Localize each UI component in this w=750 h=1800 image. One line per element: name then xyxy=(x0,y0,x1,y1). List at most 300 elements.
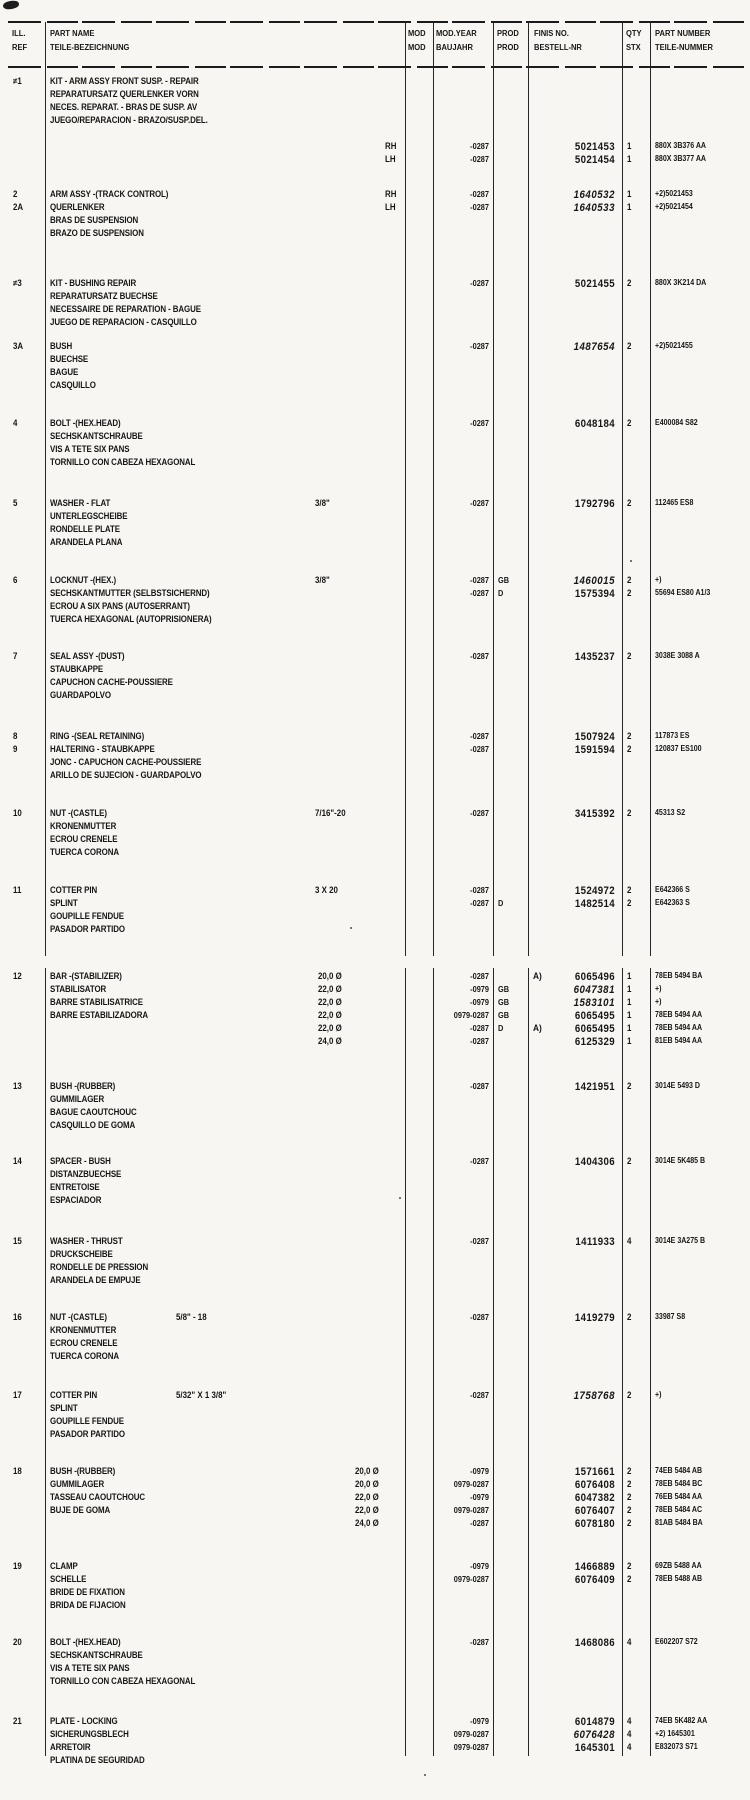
cell-part-name: BAGUE CAOUTCHOUC xyxy=(50,1107,137,1117)
cell-part-name: CASQUILLO xyxy=(50,380,96,390)
cell-part-name: ENTRETOISE xyxy=(50,1182,100,1192)
cell-mod-year: -0287 xyxy=(470,1081,489,1091)
table-row-line xyxy=(0,418,750,431)
cell-finis-no: 6076428 xyxy=(573,1729,615,1741)
cell-ill-ref: 9 xyxy=(13,744,18,754)
table-row-line xyxy=(0,690,750,703)
col-header-line: BESTELL-NR xyxy=(534,41,582,52)
cell-ill-ref: 5 xyxy=(13,498,18,508)
cell-ill-ref: 21 xyxy=(13,1716,22,1726)
cell-finis-no: 6047382 xyxy=(574,1492,615,1504)
table-row-line xyxy=(0,984,750,997)
table-row-line xyxy=(0,457,750,470)
cell-part-number: E602207 S72 xyxy=(655,1637,698,1646)
table-row-line xyxy=(0,537,750,550)
cell-part-name: PASADOR PARTIDO xyxy=(50,1429,125,1439)
cell-prod-code: GB xyxy=(498,997,510,1007)
cell-part-name: SECHSKANTMUTTER (SELBSTSICHERND) xyxy=(50,588,210,598)
cell-part-number: 78EB 5488 AB xyxy=(655,1574,703,1583)
cell-mod-year: -0287 xyxy=(470,1312,489,1322)
table-row-line xyxy=(0,1081,750,1094)
table-row-line xyxy=(0,1195,750,1208)
table-row-line xyxy=(0,1505,750,1518)
cell-part-name: CAPUCHON CACHE-POUSSIERE xyxy=(50,677,173,687)
cell-qty: 2 xyxy=(627,341,632,351)
cell-qty: 1 xyxy=(627,189,632,199)
cell-part-name: NUT -(CASTLE) xyxy=(50,1312,107,1322)
table-row-line xyxy=(0,1676,750,1689)
cell-part-name: SICHERUNGSBLECH xyxy=(50,1729,129,1739)
cell-mod-year: -0287 xyxy=(470,498,489,508)
cell-qty: 2 xyxy=(627,1492,632,1502)
cell-finis-no: 6076408 xyxy=(574,1479,615,1491)
cell-qty: 2 xyxy=(627,1505,632,1515)
cell-mod-year: -0287 xyxy=(470,1236,489,1246)
cell-part-name: TUERCA HEXAGONAL (AUTOPRISIONERA) xyxy=(50,614,212,624)
cell-part-number: E832073 S71 xyxy=(655,1742,698,1751)
cell-finis-no: 1792796 xyxy=(574,498,615,510)
table-row-line xyxy=(0,1403,750,1416)
cell-ill-ref: 15 xyxy=(13,1236,22,1246)
table-row-line xyxy=(0,575,750,588)
cell-qty: 4 xyxy=(627,1716,632,1726)
cell-part-number: 120837 ES100 xyxy=(655,744,702,753)
table-row-line xyxy=(0,498,750,511)
cell-part-name: BUJE DE GOMA xyxy=(50,1505,111,1515)
table-row-line xyxy=(0,317,750,330)
cell-mod-year: -0979 xyxy=(470,984,489,994)
cell-finis-no: 1419279 xyxy=(574,1312,615,1324)
cell-mod-year: -0287 xyxy=(470,189,489,199)
cell-size-spec: 22,0 Ø xyxy=(318,1023,342,1033)
table-row-line xyxy=(0,1312,750,1325)
cell-finis-no: 1645301 xyxy=(574,1742,615,1754)
cell-mod-year: -0287 xyxy=(470,1390,489,1400)
cell-part-name: TORNILLO CON CABEZA HEXAGONAL xyxy=(50,457,196,467)
cell-part-number: +) xyxy=(655,984,662,993)
table-row-line xyxy=(0,744,750,757)
cell-part-name: STABILISATOR xyxy=(50,984,107,994)
table-row-line xyxy=(0,1156,750,1169)
cell-part-number: 55694 ES80 A1/3 xyxy=(655,588,711,597)
cell-part-number: +2) 1645301 xyxy=(655,1729,695,1738)
cell-qty: 2 xyxy=(627,744,632,754)
cell-mod-year: 0979-0287 xyxy=(453,1574,489,1584)
cell-size-spec: 24,0 Ø xyxy=(355,1518,379,1528)
table-row-line xyxy=(0,1416,750,1429)
cell-part-number: 3014E 5493 D xyxy=(655,1081,701,1090)
table-row-line xyxy=(0,588,750,601)
table-row-line xyxy=(0,1518,750,1531)
col-header-line: BAUJAHR xyxy=(436,41,473,52)
table-row-line xyxy=(0,341,750,354)
cell-part-name: REPARATURSATZ QUERLENKER VORN xyxy=(50,89,199,99)
cell-part-number: +2)5021455 xyxy=(655,341,693,350)
cell-mod-year: -0979 xyxy=(470,1466,489,1476)
table-row-line xyxy=(0,1600,750,1613)
table-row-line xyxy=(0,1169,750,1182)
cell-finis-no: 6076409 xyxy=(574,1574,615,1586)
table-row-line xyxy=(0,924,750,937)
cell-part-number: +2)5021454 xyxy=(655,202,693,211)
cell-finis-no: 1524972 xyxy=(574,885,615,897)
cell-size-spec: 22,0 Ø xyxy=(318,984,342,994)
table-row-line xyxy=(0,1010,750,1023)
cell-part-name: ECROU CRENELE xyxy=(50,834,118,844)
cell-qty: 2 xyxy=(627,1312,632,1322)
cell-qty: 1 xyxy=(627,1023,632,1033)
table-row-line xyxy=(0,1390,750,1403)
col-header-line: PROD xyxy=(497,41,519,52)
cell-part-name: DRUCKSCHEIBE xyxy=(50,1249,113,1259)
cell-part-name: COTTER PIN xyxy=(50,885,98,895)
cell-finis-prefix: A) xyxy=(533,1023,542,1034)
cell-part-number: 81AB 5484 BA xyxy=(655,1518,703,1527)
cell-ill-ref: 18 xyxy=(13,1466,22,1476)
cell-mod-year: -0287 xyxy=(470,202,489,212)
cell-finis-no: 1487654 xyxy=(573,341,615,353)
col-header-line: MOD.YEAR xyxy=(436,28,477,38)
cell-part-name: BRIDE DE FIXATION xyxy=(50,1587,125,1597)
cell-qty: 2 xyxy=(627,575,632,585)
cell-part-number: 880X 3B377 AA xyxy=(655,154,707,163)
cell-finis-no: 1640532 xyxy=(573,189,615,201)
cell-part-name: KRONENMUTTER xyxy=(50,821,117,831)
col-header-line: STX xyxy=(626,41,641,52)
cell-part-name: ARM ASSY -(TRACK CONTROL) xyxy=(50,189,169,199)
table-row-line xyxy=(0,278,750,291)
table-row-line xyxy=(0,1036,750,1049)
table-row-line xyxy=(0,770,750,783)
cell-part-name: BUECHSE xyxy=(50,354,89,364)
table-row-line xyxy=(0,1236,750,1249)
cell-mod-year: 0979-0287 xyxy=(453,1505,489,1515)
scan-dot xyxy=(630,560,632,562)
cell-part-number: +) xyxy=(655,1390,662,1399)
cell-qty: 1 xyxy=(627,141,632,151)
cell-finis-no: 6078180 xyxy=(574,1518,615,1530)
cell-part-name: ARILLO DE SUJECION - GUARDAPOLVO xyxy=(50,770,202,780)
table-row-line xyxy=(0,215,750,228)
table-row-line xyxy=(0,1275,750,1288)
cell-qty: 2 xyxy=(627,1479,632,1489)
cell-part-name: GOUPILLE FENDUE xyxy=(50,911,124,921)
cell-part-number: E642363 S xyxy=(655,898,690,907)
cell-qty: 2 xyxy=(627,278,632,288)
cell-part-name: JONC - CAPUCHON CACHE-POUSSIERE xyxy=(50,757,202,767)
cell-part-number: 117873 ES xyxy=(655,731,690,740)
col-header-line: ILL. xyxy=(12,28,26,38)
cell-part-number: 81EB 5494 AA xyxy=(655,1036,703,1045)
table-row-line xyxy=(0,1587,750,1600)
header-rule-bottom xyxy=(8,66,745,68)
table-row-line xyxy=(0,1325,750,1338)
scan-smudge xyxy=(2,0,19,10)
cell-part-number: 112465 ES8 xyxy=(655,498,694,507)
cell-mod-year: -0287 xyxy=(470,1023,489,1033)
cell-qty: 1 xyxy=(627,202,632,212)
cell-ill-ref: 2 xyxy=(13,189,18,199)
cell-size-spec: 22,0 Ø xyxy=(355,1505,379,1515)
cell-qty: 2 xyxy=(627,1081,632,1091)
table-row-line xyxy=(0,1729,750,1742)
cell-ill-ref: 8 xyxy=(13,731,18,741)
cell-part-name: SECHSKANTSCHRAUBE xyxy=(50,431,143,441)
table-row-line xyxy=(0,664,750,677)
cell-part-name: KIT - BUSHING REPAIR xyxy=(50,278,137,288)
cell-qty: 1 xyxy=(627,1036,632,1046)
cell-finis-no: 6065496 xyxy=(574,971,615,983)
cell-part-name: SECHSKANTSCHRAUBE xyxy=(50,1650,143,1660)
cell-part-name: ECROU CRENELE xyxy=(50,1338,118,1348)
cell-part-name: PASADOR PARTIDO xyxy=(50,924,125,934)
cell-qty: 1 xyxy=(627,997,632,1007)
cell-part-name: VIS A TETE SIX PANS xyxy=(50,444,130,454)
cell-mod-year: -0287 xyxy=(470,744,489,754)
cell-size-spec: LH xyxy=(385,154,396,164)
cell-part-name: UNTERLEGSCHEIBE xyxy=(50,511,128,521)
cell-part-name: DISTANZBUECHSE xyxy=(50,1169,122,1179)
table-row-line xyxy=(0,89,750,102)
cell-part-number: 78EB 5484 BC xyxy=(655,1479,703,1488)
cell-part-name: HALTERING - STAUBKAPPE xyxy=(50,744,155,754)
cell-qty: 2 xyxy=(627,588,632,598)
cell-part-name: ARANDELA DE EMPUJE xyxy=(50,1275,141,1285)
table-row-line xyxy=(0,141,750,154)
cell-part-name: BRAZO DE SUSPENSION xyxy=(50,228,144,238)
table-row-line xyxy=(0,431,750,444)
cell-mod-year: -0287 xyxy=(470,808,489,818)
table-row-line xyxy=(0,834,750,847)
col-header-line: MOD xyxy=(408,41,426,52)
col-header-prod xyxy=(497,27,522,54)
cell-part-name: NECES. REPARAT. - BRAS DE SUSP. AV xyxy=(50,102,198,112)
cell-part-name: BOLT -(HEX.HEAD) xyxy=(50,1637,121,1647)
cell-part-name: VIS A TETE SIX PANS xyxy=(50,1663,130,1673)
cell-part-name: STAUBKAPPE xyxy=(50,664,104,674)
cell-qty: 2 xyxy=(627,651,632,661)
cell-mod-year: -0287 xyxy=(470,141,489,151)
table-row-line xyxy=(0,847,750,860)
table-row-line xyxy=(0,1742,750,1755)
cell-finis-no: 3415392 xyxy=(574,808,615,820)
col-header-part-number xyxy=(655,27,721,54)
header-rule-top xyxy=(8,21,745,23)
cell-part-number: 78EB 5494 AA xyxy=(655,1023,703,1032)
cell-size-spec: 20,0 Ø xyxy=(355,1479,379,1489)
cell-finis-no: 1591594 xyxy=(574,744,615,756)
col-header-part-name xyxy=(50,27,140,54)
cell-ill-ref: 11 xyxy=(13,885,22,895)
cell-part-name: KIT - ARM ASSY FRONT SUSP. - REPAIR xyxy=(50,76,199,86)
cell-part-name: BAR -(STABILIZER) xyxy=(50,971,122,981)
cell-part-number: E400084 S82 xyxy=(655,418,698,427)
cell-size-spec: 20,0 Ø xyxy=(318,971,342,981)
cell-part-name: PLATINA DE SEGURIDAD xyxy=(50,1755,145,1765)
cell-ill-ref: 17 xyxy=(13,1390,22,1400)
cell-size-spec: 3/8" xyxy=(315,575,330,585)
cell-qty: 1 xyxy=(627,984,632,994)
table-row-line xyxy=(0,1663,750,1676)
cell-finis-no: 1571661 xyxy=(574,1466,615,1478)
cell-part-name: ECROU A SIX PANS (AUTOSERRANT) xyxy=(50,601,190,611)
table-row-line xyxy=(0,1574,750,1587)
cell-part-number: 33987 S8 xyxy=(655,1312,686,1321)
cell-qty: 4 xyxy=(627,1637,632,1647)
table-row-line xyxy=(0,1094,750,1107)
cell-part-name: KRONENMUTTER xyxy=(50,1325,117,1335)
cell-finis-no: 5021455 xyxy=(574,278,615,290)
cell-mod-year: 0979-0287 xyxy=(453,1729,489,1739)
cell-ill-ref: 14 xyxy=(13,1156,22,1166)
cell-part-number: 78EB 5494 AA xyxy=(655,1010,703,1019)
cell-part-number: 880X 3B376 AA xyxy=(655,141,707,150)
cell-size-spec: 5/32" X 1 3/8" xyxy=(176,1390,227,1400)
cell-part-name: BOLT -(HEX.HEAD) xyxy=(50,418,121,428)
cell-part-name: RING -(SEAL RETAINING) xyxy=(50,731,145,741)
cell-prod-code: GB xyxy=(498,984,510,994)
table-row-line xyxy=(0,1492,750,1505)
table-row-line xyxy=(0,1107,750,1120)
cell-part-number: 3014E 5K485 B xyxy=(655,1156,706,1165)
table-row-line xyxy=(0,821,750,834)
cell-finis-no: 6065495 xyxy=(574,1010,615,1022)
cell-part-number: 74EB 5484 AB xyxy=(655,1466,703,1475)
cell-qty: 2 xyxy=(627,1156,632,1166)
cell-mod-year: 0979-0287 xyxy=(453,1742,489,1752)
cell-mod-year: -0287 xyxy=(470,971,489,981)
cell-part-number: E642366 S xyxy=(655,885,690,894)
cell-ill-ref: 3A xyxy=(13,341,24,351)
table-row-line xyxy=(0,367,750,380)
cell-qty: 1 xyxy=(627,971,632,981)
cell-qty: 2 xyxy=(627,1466,632,1476)
table-row-line xyxy=(0,731,750,744)
cell-part-number: 78EB 5484 AC xyxy=(655,1505,703,1514)
cell-qty: 2 xyxy=(627,1390,632,1400)
table-row-line xyxy=(0,651,750,664)
cell-size-spec: 5/8" - 18 xyxy=(176,1312,207,1322)
cell-finis-no: 6065495 xyxy=(574,1023,615,1035)
cell-part-name: PLATE - LOCKING xyxy=(50,1716,118,1726)
cell-part-number: 3014E 3A275 B xyxy=(655,1236,706,1245)
cell-finis-no: 1583101 xyxy=(573,997,615,1009)
cell-mod-year: -0287 xyxy=(470,278,489,288)
cell-qty: 4 xyxy=(627,1729,632,1739)
table-row-line xyxy=(0,304,750,317)
cell-size-spec: 3/8" xyxy=(315,498,330,508)
cell-finis-no: 1468086 xyxy=(574,1637,615,1649)
cell-part-name: ARANDELA PLANA xyxy=(50,537,123,547)
table-row-line xyxy=(0,202,750,215)
cell-part-name: BARRE ESTABILIZADORA xyxy=(50,1010,148,1020)
cell-part-name: BUSH -(RUBBER) xyxy=(50,1081,116,1091)
col-header-qty xyxy=(626,27,644,54)
cell-prod-code: D xyxy=(498,588,504,598)
cell-part-name: RONDELLE DE PRESSION xyxy=(50,1262,149,1272)
cell-mod-year: -0287 xyxy=(470,341,489,351)
cell-part-number: 45313 S2 xyxy=(655,808,686,817)
cell-finis-no: 1507924 xyxy=(574,731,615,743)
cell-mod-year: -0287 xyxy=(470,575,489,585)
cell-part-number: 880X 3K214 DA xyxy=(655,278,707,287)
cell-part-name: BRAS DE SUSPENSION xyxy=(50,215,139,225)
cell-part-name: NECESSAIRE DE REPARATION - BAGUE xyxy=(50,304,201,314)
col-header-line: TEILE-NUMMER xyxy=(655,41,713,52)
table-row-line xyxy=(0,911,750,924)
cell-finis-no: 6076407 xyxy=(574,1505,615,1517)
table-row-line xyxy=(0,228,750,241)
cell-qty: 4 xyxy=(627,1742,632,1752)
table-row-line xyxy=(0,997,750,1010)
cell-qty: 1 xyxy=(627,154,632,164)
cell-part-name: SPLINT xyxy=(50,898,78,908)
table-row-line xyxy=(0,511,750,524)
cell-ill-ref: 19 xyxy=(13,1561,22,1571)
cell-ill-ref: 13 xyxy=(13,1081,22,1091)
cell-finis-prefix: A) xyxy=(533,971,542,982)
cell-size-spec: 7/16"-20 xyxy=(315,808,346,818)
col-header-line: TEILE-BEZEICHNUNG xyxy=(50,41,130,52)
col-header-mod-year xyxy=(436,27,482,54)
cell-finis-no: 1421951 xyxy=(574,1081,615,1093)
cell-mod-year: -0287 xyxy=(470,885,489,895)
table-row-line xyxy=(0,971,750,984)
cell-part-name: TASSEAU CAOUTCHOUC xyxy=(50,1492,146,1502)
cell-finis-no: 5021453 xyxy=(574,141,615,153)
col-header-ill-ref xyxy=(12,27,29,54)
cell-size-spec: 24,0 Ø xyxy=(318,1036,342,1046)
cell-prod-code: GB xyxy=(498,1010,510,1020)
cell-mod-year: -0979 xyxy=(470,1492,489,1502)
cell-mod-year: -0287 xyxy=(470,1518,489,1528)
cell-part-name: SEAL ASSY -(DUST) xyxy=(50,651,125,661)
cell-mod-year: 0979-0287 xyxy=(453,1479,489,1489)
cell-qty: 1 xyxy=(627,1010,632,1020)
cell-mod-year: -0287 xyxy=(470,898,489,908)
table-row-line xyxy=(0,76,750,89)
cell-size-spec: 22,0 Ø xyxy=(318,1010,342,1020)
cell-mod-year: -0287 xyxy=(470,154,489,164)
cell-qty: 2 xyxy=(627,1518,632,1528)
cell-part-name: GOUPILLE FENDUE xyxy=(50,1416,124,1426)
table-row-line xyxy=(0,677,750,690)
cell-part-name: WASHER - FLAT xyxy=(50,498,111,508)
cell-part-name: ARRETOIR xyxy=(50,1742,91,1752)
cell-part-name: RONDELLE PLATE xyxy=(50,524,120,534)
cell-part-name: TUERCA CORONA xyxy=(50,1351,119,1361)
cell-part-name: BRIDA DE FIJACION xyxy=(50,1600,126,1610)
cell-part-number: +2)5021453 xyxy=(655,189,693,198)
table-row-line xyxy=(0,115,750,128)
col-header-line: PROD xyxy=(497,28,519,38)
cell-ill-ref: 7 xyxy=(13,651,18,661)
table-row-line xyxy=(0,898,750,911)
cell-qty: 2 xyxy=(627,885,632,895)
table-row-line xyxy=(0,1479,750,1492)
table-row-line xyxy=(0,1262,750,1275)
cell-mod-year: -0287 xyxy=(470,418,489,428)
cell-mod-year: -0287 xyxy=(470,588,489,598)
cell-part-name: SPACER - BUSH xyxy=(50,1156,111,1166)
cell-ill-ref: 4 xyxy=(13,418,18,428)
cell-mod-year: -0979 xyxy=(470,1561,489,1571)
cell-ill-ref: ≠1 xyxy=(13,76,22,86)
table-row-line xyxy=(0,128,750,141)
table-row-line xyxy=(0,154,750,167)
cell-part-name: JUEGO DE REPARACION - CASQUILLO xyxy=(50,317,197,327)
cell-finis-no: 1640533 xyxy=(573,202,615,214)
